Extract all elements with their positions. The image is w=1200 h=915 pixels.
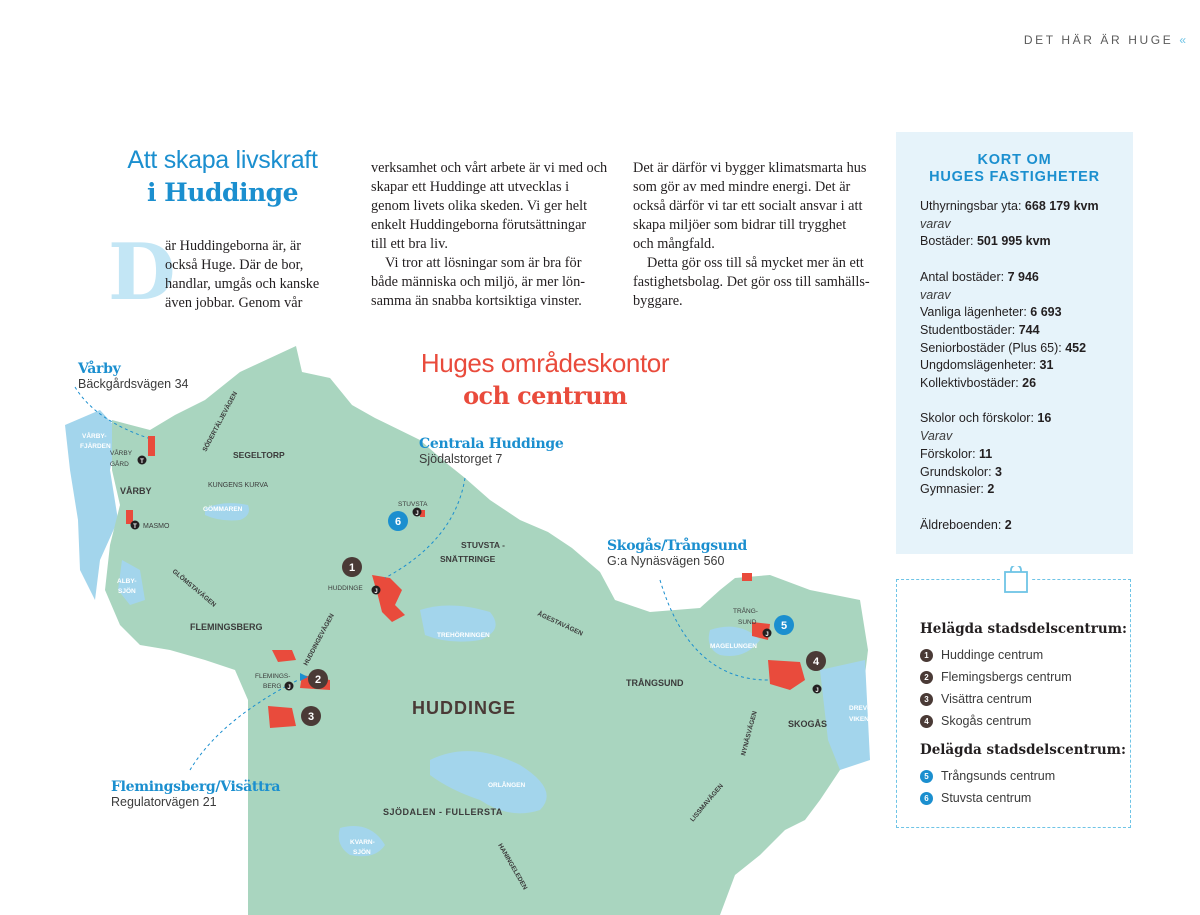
fact-label: Studentbostäder: <box>920 322 1019 337</box>
fact-label: Antal bostäder: <box>920 269 1008 284</box>
fact-row <box>920 428 1133 446</box>
text-line: Detta gör oss till så mycket mer än ett <box>647 255 864 271</box>
svg-text:3: 3 <box>307 711 315 723</box>
office-address: Regulatorvägen 21 <box>111 795 217 809</box>
fact-row <box>920 216 1133 234</box>
fact-value: 501 995 kvm <box>976 234 1051 249</box>
text-line: skapa miljöer som bidrar till trygghet <box>633 217 847 233</box>
area-label-flemingsberg: FLEMINGSBERG <box>190 622 263 632</box>
fact-value: 11 <box>979 446 993 461</box>
office-callout-varby <box>78 361 189 391</box>
legend-label: Trångsunds centrum <box>941 769 1056 783</box>
fact-label: Äldreboenden: <box>920 517 1005 532</box>
road-label-nynasvagen: NYNÄSVÄGEN <box>740 710 759 757</box>
fact-label: Gymnasier: <box>920 482 988 497</box>
road-label-glomstavagen: GLÖMSTAVÄGEN <box>170 568 218 609</box>
water-label-varbyfjarden-2: FJÄRDEN <box>80 443 111 450</box>
shopping-bag-icon <box>999 566 1033 601</box>
svg-text:J: J <box>374 589 378 595</box>
svg-text:J: J <box>287 685 291 691</box>
text-line: verksamhet och vårt arbete är vi med och <box>371 160 608 176</box>
area-label-trangsund: TRÅNGSUND <box>626 678 684 688</box>
svg-text:T: T <box>140 459 144 465</box>
text-line: enkelt Huddingeborna förutsättningar <box>371 217 587 233</box>
fact-row <box>920 481 1133 499</box>
station-label-trangsund-2: SUND <box>738 619 757 626</box>
fact-row <box>920 304 1133 322</box>
fact-value: 452 <box>1065 340 1087 355</box>
marker-3[interactable] <box>301 706 321 726</box>
road-label-haningeleden: HANINGELEDEN <box>496 842 529 892</box>
text-line: samma än snabba kortsiktiga vinster. <box>371 293 582 309</box>
text-line: byggare. <box>633 293 683 309</box>
svg-text:2: 2 <box>314 674 322 686</box>
fact-value: 3 <box>995 464 1002 479</box>
text-line: Vi tror att lösningar som är bra för <box>385 255 582 271</box>
office-name: Centrala Huddinge <box>419 436 564 452</box>
svg-text:J: J <box>415 511 419 517</box>
fact-box-title-line1: KORT OM <box>977 152 1052 168</box>
fact-value: 6 693 <box>1030 305 1062 320</box>
text-line: är Huddingeborna är, är <box>165 238 301 254</box>
water-label-kvarnsjon: KVARN- <box>350 839 375 846</box>
legend-label: Huddinge centrum <box>941 648 1044 662</box>
area-label-kungens-kurva: KUNGENS KURVA <box>208 482 269 489</box>
legend-item <box>920 768 1055 784</box>
fact-label: Förskolor: <box>920 446 980 461</box>
text-line: också Huge. Där de bor, <box>165 257 304 273</box>
fact-label: Bostäder: <box>920 234 977 249</box>
station-label-huddinge: HUDDINGE <box>328 585 363 592</box>
fact-box-list <box>920 198 1133 534</box>
road-label-sodertaljevagen: SÖDERTÄLJEVÄGEN <box>201 390 240 453</box>
fact-row <box>920 233 1133 251</box>
fact-row <box>920 517 1133 535</box>
legend-item <box>920 790 1031 806</box>
fact-label: Seniorbostäder (Plus 65): <box>920 340 1066 355</box>
map-title-line2: och centrum <box>463 381 627 410</box>
fact-row <box>920 357 1133 375</box>
water-label-albysjon: ALBY- <box>117 578 137 585</box>
fact-label: Varav <box>920 429 953 444</box>
fact-label: Skolor och förskolor: <box>920 411 1038 426</box>
marker-number: 1 <box>920 649 933 662</box>
office-callout-centrala-huddinge <box>419 436 563 466</box>
water-label-drevviken-2: VIKEN <box>849 716 869 723</box>
marker-number: 5 <box>920 770 933 783</box>
legend-item <box>920 647 1043 663</box>
marker-number: 2 <box>920 671 933 684</box>
station-label-masmo: MASMO <box>143 523 170 530</box>
fact-row <box>920 198 1133 216</box>
office-callout-flemingsberg-visattra <box>111 779 280 809</box>
station-label-flemingsberg-2: BERG <box>263 683 282 690</box>
text-line: både människa och miljö, är mer lön- <box>371 274 585 290</box>
text-line: skapar ett Huddinge att utvecklas i <box>371 179 570 195</box>
area-label-huddinge: HUDDINGE <box>412 698 517 718</box>
svg-text:J: J <box>765 632 769 638</box>
svg-text:6: 6 <box>394 516 402 528</box>
office-callout-skogas-trangsund <box>607 538 747 568</box>
office-address: Bäckgårdsvägen 34 <box>78 377 189 391</box>
water-label-orlangen: ORLÅNGEN <box>488 782 526 789</box>
drop-cap: D <box>108 227 176 318</box>
water-label-kvarnsjon-2: SJÖN <box>353 849 371 856</box>
fact-row <box>920 287 1133 305</box>
legend-box <box>896 579 1131 828</box>
office-name: Flemingsberg/Visättra <box>111 779 281 795</box>
station-label-trangsund: TRÅNG- <box>733 608 758 615</box>
article-column-1 <box>165 237 345 313</box>
fact-value: 2 <box>987 482 995 497</box>
fact-row <box>920 446 1133 464</box>
legend-label: Skogås centrum <box>941 714 1032 728</box>
marker-number: 3 <box>920 693 933 706</box>
partly-owned-centers-heading: Delägda stadsdelscentrum: <box>920 742 1126 758</box>
fact-label: Grundskolor: <box>920 464 996 479</box>
text-line: handlar, umgås och kanske <box>165 276 320 292</box>
running-head <box>1024 33 1186 47</box>
marker-4[interactable] <box>806 651 826 671</box>
fact-row <box>920 269 1133 287</box>
fact-row <box>920 340 1133 358</box>
fact-row <box>920 393 1133 411</box>
fact-row <box>920 410 1133 428</box>
station-label-varby-gard: VÅRBY <box>110 450 133 457</box>
office-address: G:a Nynäsvägen 560 <box>607 554 725 568</box>
text-line: som gör av med mindre energi. Det är <box>633 179 851 195</box>
svg-text:5: 5 <box>780 620 788 632</box>
water-label-drevviken: DREV- <box>849 705 869 712</box>
running-head-text: DET HÄR ÄR HUGE <box>1023 33 1174 47</box>
legend-label: Flemingsbergs centrum <box>941 670 1072 684</box>
area-label-segeltorp: SEGELTORP <box>233 450 285 460</box>
fact-value: 668 179 kvm <box>1024 199 1099 213</box>
center-area-trangsund-north <box>742 573 752 581</box>
fact-box <box>896 132 1133 554</box>
fact-label: varav <box>920 216 951 231</box>
marker-number: 4 <box>920 715 933 728</box>
fact-box-title-line2: HUGES FASTIGHETER <box>929 169 1100 185</box>
owned-centers-heading: Helägda stadsdelscentrum: <box>920 621 1127 637</box>
fact-value: 26 <box>1022 376 1037 391</box>
fact-value: 7 946 <box>1007 269 1039 284</box>
svg-text:4: 4 <box>812 656 820 668</box>
article-column-3 <box>633 159 878 311</box>
water-label-magelungen: MAGELUNGEN <box>710 643 757 650</box>
station-label-stuvsta: STUVSTA <box>398 501 428 508</box>
road-label-lissmavagen: LISSMAVÄGEN <box>689 782 725 824</box>
station-label-varby-gard-2: GÅRD <box>110 461 129 468</box>
road-label-huddingevagen: HUDDINGEVÄGEN <box>302 612 336 667</box>
svg-text:1: 1 <box>348 562 356 574</box>
legend-item <box>920 713 1031 729</box>
marker-number: 6 <box>920 792 933 805</box>
center-area-visattra <box>268 706 296 728</box>
svg-text:T: T <box>133 524 137 530</box>
fact-label: varav <box>920 287 951 302</box>
fact-value: 31 <box>1039 358 1054 373</box>
text-line: också därför vi tar ett socialt ansvar i att <box>633 198 863 214</box>
article-title-line1: Att skapa livskraft <box>127 146 318 174</box>
fact-value: 16 <box>1037 411 1052 426</box>
legend-item <box>920 691 1032 707</box>
marker-6[interactable] <box>388 511 408 531</box>
marker-2[interactable] <box>308 669 328 689</box>
text-line: fastighetsbolag. Det gör oss till samhälls- <box>633 274 870 290</box>
center-area-varby <box>148 436 155 456</box>
article-column-2 <box>371 159 616 311</box>
fact-value: 2 <box>1004 517 1012 532</box>
map-title-line1: Huges områdeskontor <box>420 348 670 378</box>
legend-label: Stuvsta centrum <box>941 791 1032 805</box>
fact-box-title <box>896 152 1133 186</box>
fact-row <box>920 375 1133 393</box>
fact-label: Uthyrningsbar yta: <box>920 199 1025 213</box>
legend-item <box>920 669 1072 685</box>
text-line: genom livets olika skeden. Vi ger helt <box>371 198 588 214</box>
office-address: Sjödalstorget 7 <box>419 452 503 466</box>
fact-row <box>920 251 1133 269</box>
office-name: Skogås/Trångsund <box>607 538 748 554</box>
water-label-varbyfjarden: VÅRBY- <box>82 433 107 440</box>
fact-row <box>920 322 1133 340</box>
svg-text:J: J <box>815 688 819 694</box>
station-label-flemingsberg: FLEMINGS- <box>255 673 291 680</box>
text-line: till ett bra liv. <box>371 236 448 252</box>
fact-row <box>920 499 1133 517</box>
text-line: även jobbar. Genom vår <box>165 295 303 311</box>
water-label-albysjon-2: SJÖN <box>118 588 136 595</box>
water-label-trehorningen: TREHÖRNINGEN <box>437 632 490 639</box>
fact-label: Vanliga lägenheter: <box>920 305 1031 320</box>
area-label-sjodalen: SJÖDALEN - FULLERSTA <box>383 807 503 817</box>
road-label-agestavagen: ÅGESTAVÄGEN <box>536 610 584 638</box>
fact-label: Ungdomslägenheter: <box>920 358 1040 373</box>
area-label-stuvsta-snattringe-2: SNÄTTRINGE <box>440 554 496 564</box>
marker-1[interactable] <box>342 557 362 577</box>
legend-label: Visättra centrum <box>941 692 1032 706</box>
fact-label: Kollektivbostäder: <box>920 376 1023 391</box>
office-name: Vårby <box>78 361 121 377</box>
text-line: Det är därför vi bygger klimatsmarta hus <box>633 160 867 176</box>
chevron-icon: « <box>1179 33 1186 47</box>
area-label-varby: VÅRBY <box>120 486 152 496</box>
fact-value: 744 <box>1018 322 1040 337</box>
marker-5[interactable] <box>774 615 794 635</box>
text-line: och mångfald. <box>633 236 715 252</box>
water-label-gommaren: GÖMMAREN <box>203 506 243 513</box>
article-title-line2: i Huddinge <box>146 178 299 207</box>
area-label-stuvsta-snattringe: STUVSTA - <box>461 540 505 550</box>
area-label-skogas: SKOGÅS <box>788 719 828 729</box>
fact-row <box>920 464 1133 482</box>
